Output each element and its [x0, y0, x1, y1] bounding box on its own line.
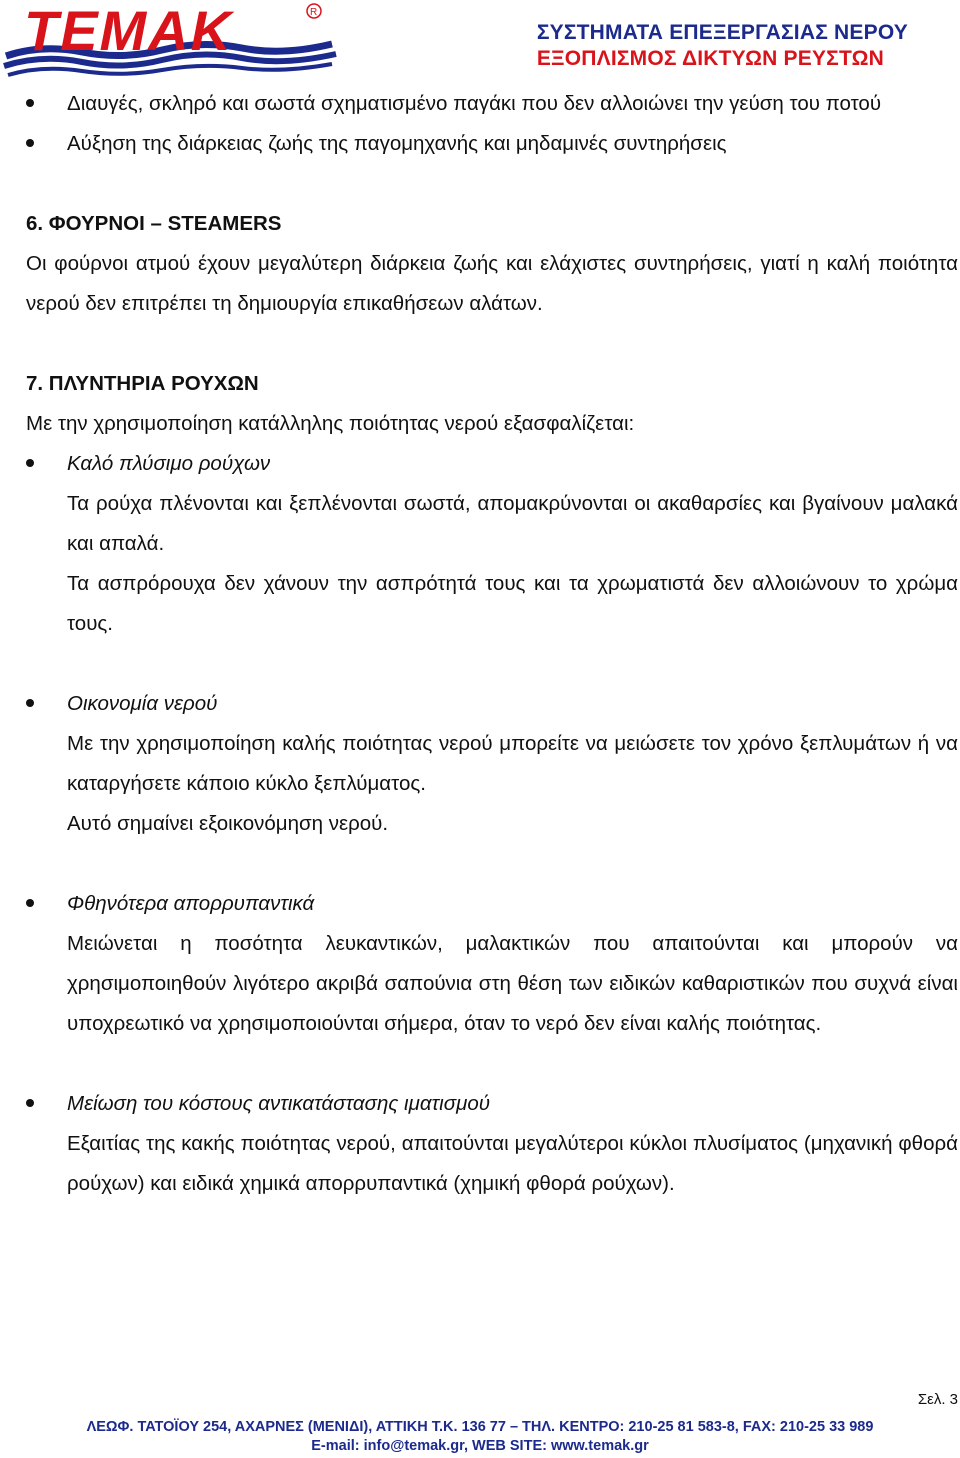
benefit-paragraph: Τα ασπρόρουχα δεν χάνουν την ασπρότητά τους και τα χρωματιστά δεν αλλοιώνουν το χρώμα τους.: [67, 572, 958, 635]
footer-address: ΛΕΩΦ. ΤΑΤΟΪΟΥ 254, ΑΧΑΡΝΕΣ (ΜΕΝΙΔΙ), ΑΤΤΙΚΗ Τ.Κ. 136 77 – ΤΗΛ. ΚΕΝΤΡΟ: 210-25 81 583-8, FAX: 210-25 33 989: [86, 1419, 874, 1435]
benefit-title-text: Φθηνότερα απορρυπαντικά: [67, 892, 315, 915]
bullet-icon: [26, 139, 34, 147]
tagline-line-2: ΕΞΟΠΛΙΣΜΟΣ ΔΙΚΤΥΩΝ ΡΕΥΣΤΩΝ: [536, 47, 885, 70]
page-header: [0, 0, 960, 80]
benefit-paragraph: Εξαιτίας της κακής ποιότητας νερού, απαιτούνται μεγαλύτεροι κύκλοι πλυσίματος (μηχανική φθορά ρούχων) και ειδικά χημικά απορρυπαντικά (χημική φθορά ρούχων).: [67, 1132, 958, 1195]
bullet-icon: [26, 1099, 34, 1107]
footer-contact: E-mail: info@temak.gr, WEB SITE: www.temak.gr: [311, 1438, 649, 1454]
bullet-icon: [26, 699, 34, 707]
logo-wordmark: ΤΕΜΑΚ: [24, 0, 234, 62]
section-6-heading: 6. ΦΟΥΡΝΟΙ – STEAMERS: [26, 212, 282, 235]
bullet-item: [26, 124, 958, 164]
bullet-text: Διαυγές, σκληρό και σωστά σχηματισμένο παγάκι που δεν αλλοιώνει την γεύση του ποτού: [67, 92, 882, 115]
company-tagline: [537, 20, 908, 72]
benefit-title-text: Οικονομία νερού: [67, 692, 218, 715]
benefit-paragraph: Αυτό σημαίνει εξοικονόμηση νερού.: [67, 812, 389, 835]
benefit-paragraph: Μειώνεται η ποσότητα λευκαντικών, μαλακτικών που απαιτούνται και μπορούν να χρησιμοποιηθούν λιγότερο ακριβά σαπούνια στη θέση των ειδικών καθαριστικών που συχνά είναι υποχρεωτικό να χρησιμοποιούνται σήμερα, όταν το νερό δεν είναι καλής ποιότητας.: [67, 932, 958, 1035]
page-footer: [0, 1418, 960, 1456]
page-number: Σελ. 3: [917, 1391, 958, 1408]
benefit-title: [26, 1084, 958, 1124]
benefit-paragraph: Με την χρησιμοποίηση καλής ποιότητας νερού μπορείτε να μειώσετε τον χρόνο ξεπλυμάτων ή να καταργήσετε κάποιο κύκλο ξεπλύματος.: [67, 732, 958, 795]
bullet-icon: [26, 899, 34, 907]
benefit-title: [26, 684, 958, 724]
temak-logo: [2, 0, 342, 80]
section-6-text: Οι φούρνοι ατμού έχουν μεγαλύτερη διάρκεια ζωής και ελάχιστες συντηρήσεις, γιατί η καλή ποιότητα νερού δεν επιτρέπει τη δημιουργία επικαθήσεων αλάτων.: [26, 252, 958, 315]
section-7-heading: 7. ΠΛΥΝΤΗΡΙΑ ΡΟΥΧΩΝ: [26, 372, 259, 395]
benefit-title: [26, 444, 958, 484]
document-body: [26, 84, 958, 1204]
bullet-item: [26, 84, 958, 124]
benefit-title-text: Μείωση του κόστους αντικατάστασης ιματισμού: [67, 1092, 490, 1115]
section-7-intro: Με την χρησιμοποίηση κατάλληλης ποιότητας νερού εξασφαλίζεται:: [26, 412, 635, 435]
bullet-text: Αύξηση της διάρκειας ζωής της παγομηχανής και μηδαμινές συντηρήσεις: [67, 132, 727, 155]
benefit-title-text: Καλό πλύσιμο ρούχων: [67, 452, 271, 475]
registered-mark: R: [310, 7, 318, 18]
bullet-icon: [26, 99, 34, 107]
benefit-paragraph: Τα ρούχα πλένονται και ξεπλένονται σωστά, απομακρύνονται οι ακαθαρσίες και βγαίνουν μαλακά και απαλά.: [67, 492, 958, 555]
tagline-line-1: ΣΥΣΤΗΜΑΤΑ ΕΠΕΞΕΡΓΑΣΙΑΣ ΝΕΡΟΥ: [536, 21, 908, 44]
bullet-icon: [26, 459, 34, 467]
benefit-title: [26, 884, 958, 924]
